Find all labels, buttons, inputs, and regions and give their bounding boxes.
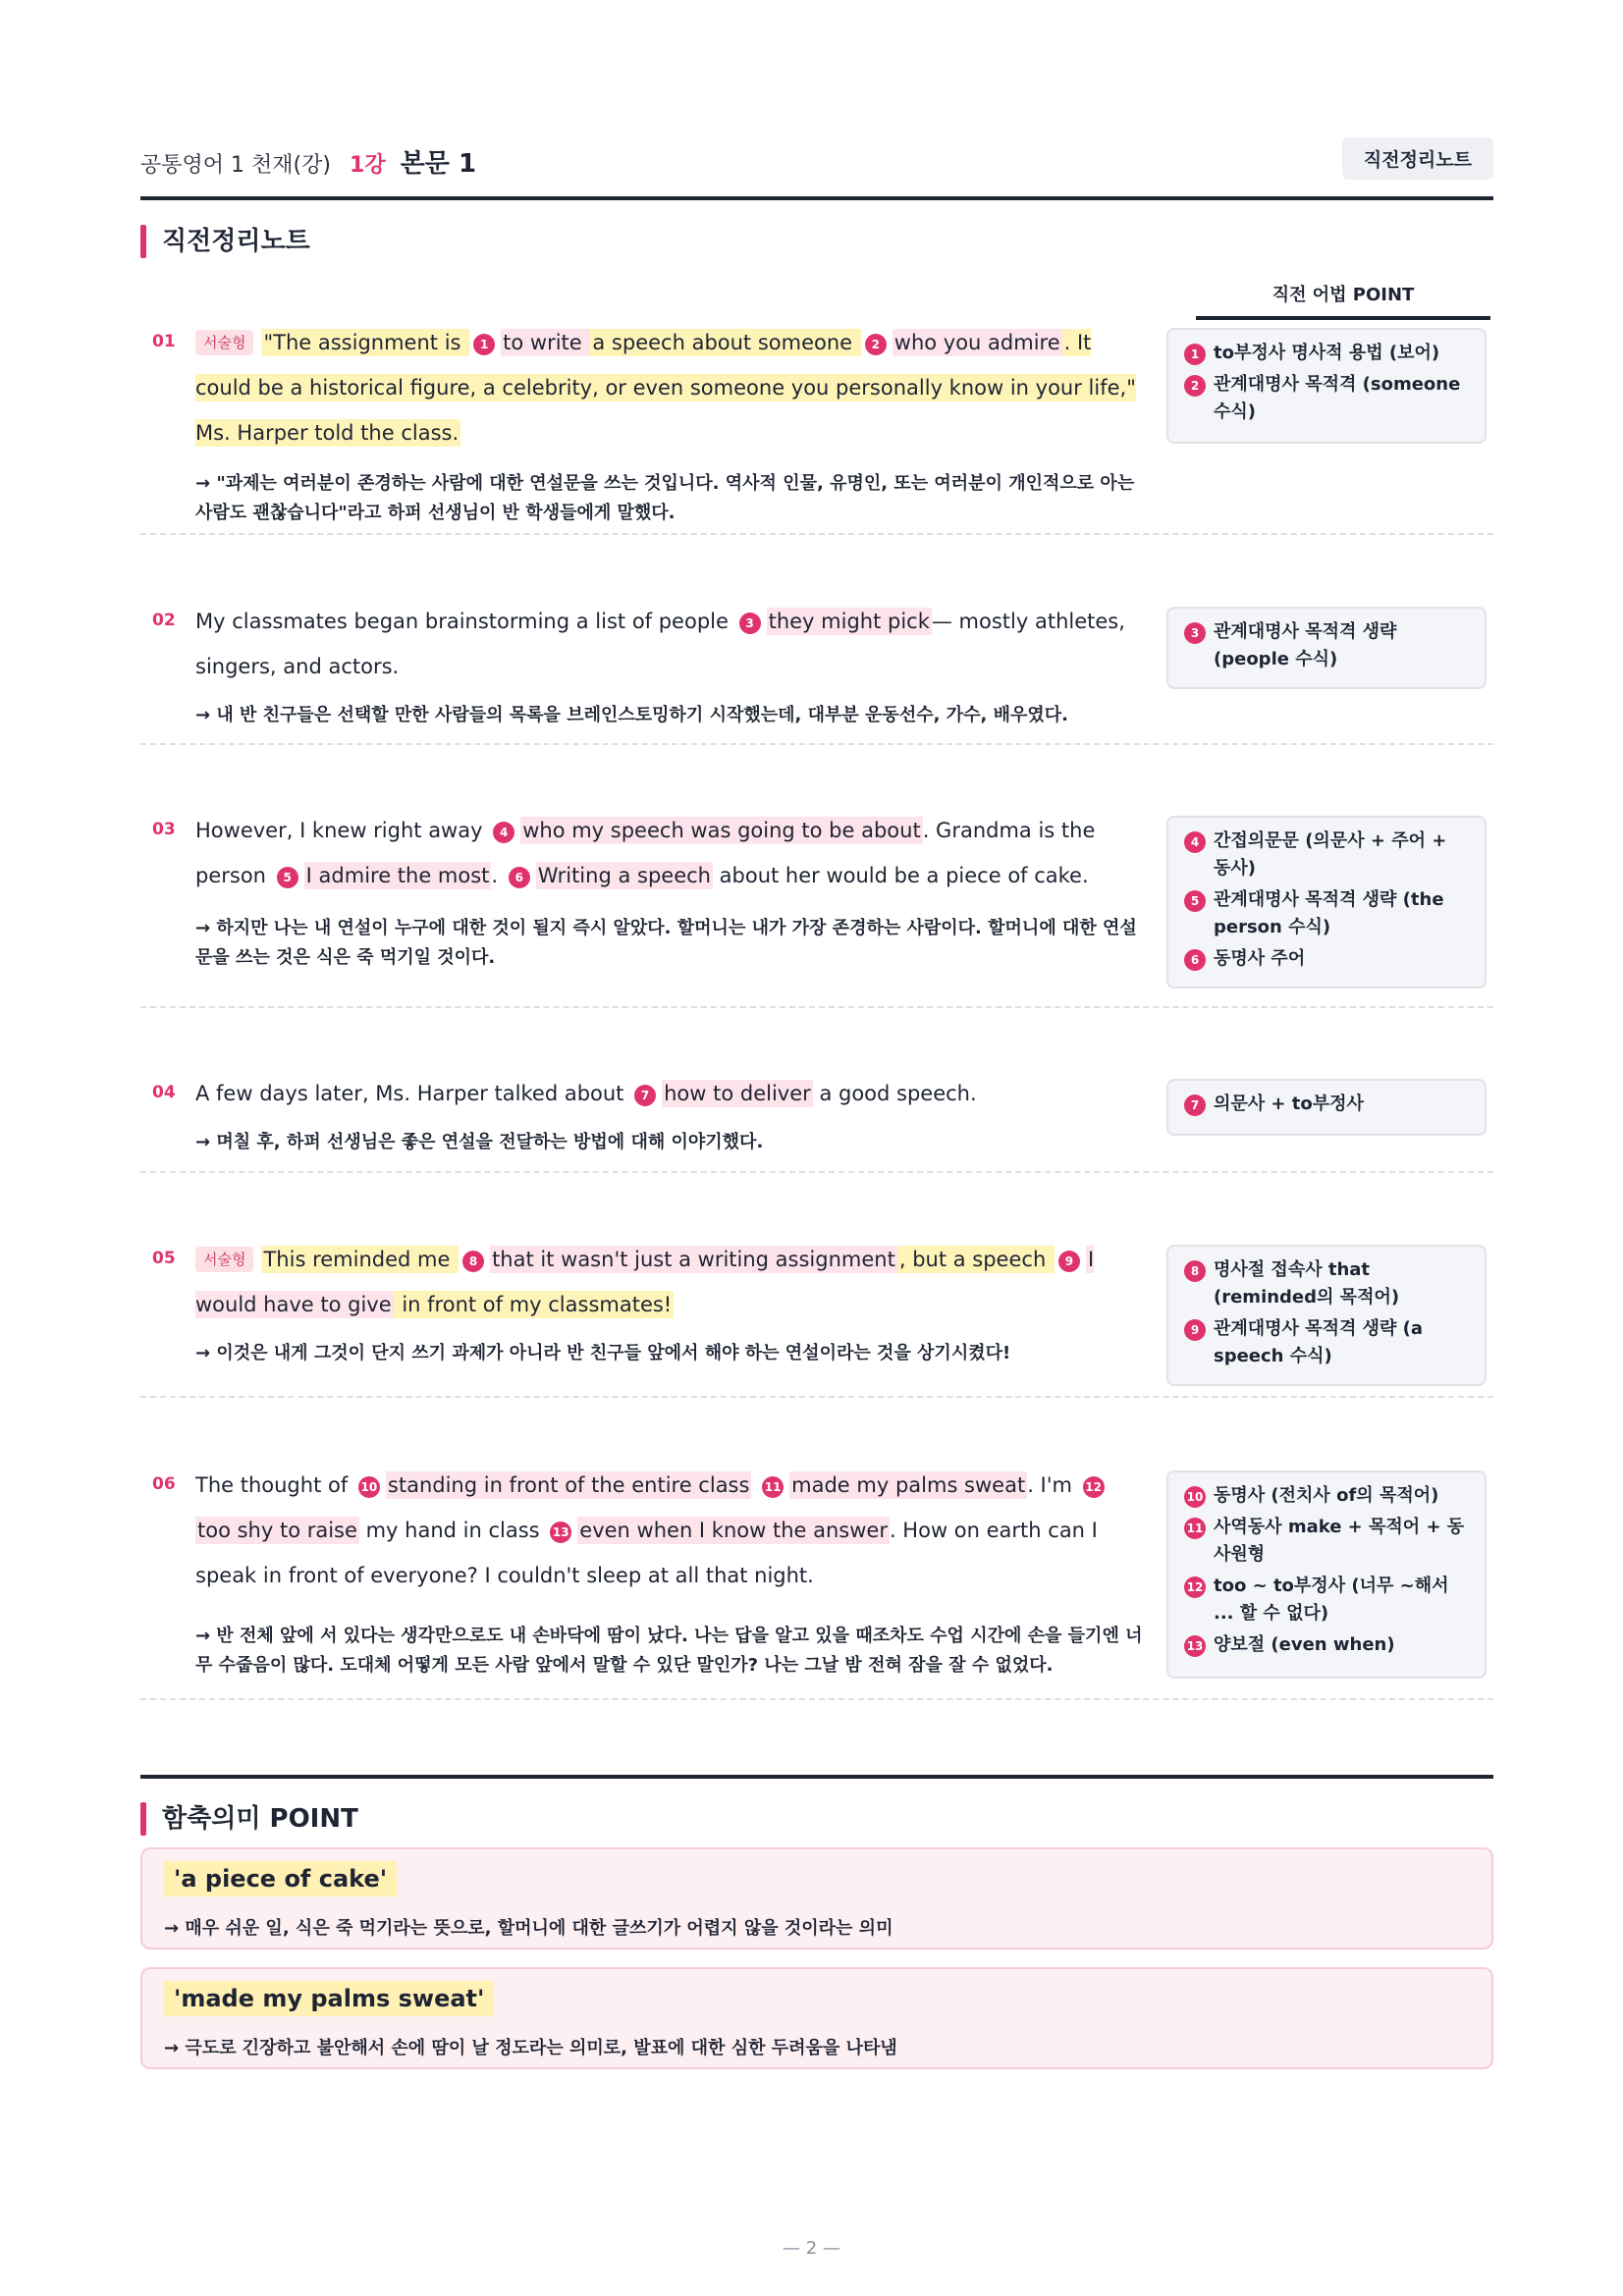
- sentence-text: . Grandma is the person: [195, 819, 1096, 887]
- grammar-point-item: [1184, 1256, 1469, 1311]
- english-sentence: [195, 1237, 1138, 1327]
- implication-title: 함축의미 POINT: [140, 1802, 358, 1836]
- implication-meaning: → 매우 쉬운 일, 식은 죽 먹기라는 뜻으로, 할머니에 대한 글쓰기가 어렵지 않을 것이라는 의미: [164, 1918, 893, 1939]
- row-number: 02: [152, 611, 176, 630]
- english-sentence: [195, 599, 1138, 689]
- row-number: 04: [152, 1083, 176, 1102]
- sentence-text: . How on earth can I speak in front of everyone? I couldn't sleep at all that night.: [195, 1519, 1098, 1587]
- grammar-marker: 9: [1184, 1319, 1206, 1341]
- grammar-point-text: 동명사 주어: [1214, 948, 1306, 969]
- row-number: 06: [152, 1474, 176, 1494]
- section-divider: [140, 1775, 1493, 1779]
- grammar-marker: 11: [762, 1476, 784, 1498]
- section-title: 직전정리노트: [140, 225, 310, 258]
- course-name: 공통영어 1 천재(강): [140, 153, 331, 178]
- highlighted-phrase: Writing a speech: [537, 864, 711, 887]
- korean-translation: → 내 반 친구들은 선택할 만한 사람들의 목록을 브레인스토밍하기 시작했는데, 대부분 운동선수, 가수, 배우였다.: [195, 705, 1068, 725]
- highlighted-phrase: even when I know the answer: [579, 1519, 888, 1542]
- grammar-point-item: [1184, 1091, 1469, 1118]
- grammar-point-item: [1184, 1514, 1469, 1569]
- sentence-text: my hand in class: [358, 1519, 547, 1542]
- grammar-point-item: [1184, 1573, 1469, 1628]
- grammar-point-item: [1184, 945, 1469, 973]
- row-number: 01: [152, 332, 176, 351]
- grammar-point-item: [1184, 1631, 1469, 1659]
- page-header: [140, 137, 1493, 200]
- grammar-point-text: 명사절 접속사 that (reminded의 목적어): [1214, 1259, 1400, 1308]
- row-number: 05: [152, 1249, 176, 1268]
- grammar-marker: 9: [1058, 1251, 1080, 1272]
- grammar-point-item: [1184, 371, 1469, 426]
- sentence-text: The thought of: [195, 1473, 354, 1497]
- korean-translation: → 이것은 내게 그것이 단지 쓰기 과제가 아니라 반 친구들 앞에서 해야 하는 연설이라는 것을 상기시켰다!: [195, 1343, 1011, 1363]
- korean-translation: → 하지만 나는 내 연설이 누구에 대한 것이 될지 즉시 알았다. 할머니는 내가 가장 존경하는 사람이다. 할머니에 대한 연설문을 쓰는 것은 식은 죽 먹기일 것이다.: [195, 918, 1137, 968]
- grammar-marker: 11: [1184, 1518, 1206, 1539]
- grammar-point-item: [1184, 1482, 1469, 1510]
- highlighted-phrase: they might pick: [768, 610, 930, 633]
- sentence-text: . I'm: [1027, 1473, 1079, 1497]
- grammar-point-item: [1184, 828, 1469, 882]
- question-type-tag: 서술형: [195, 330, 253, 355]
- highlighted-phrase: This reminded me: [263, 1248, 458, 1271]
- grammar-marker: 8: [462, 1251, 484, 1272]
- korean-translation: → "과제는 여러분이 존경하는 사람에 대한 연설문을 쓰는 것입니다. 역사적 인물, 유명인, 또는 여러분이 개인적으로 아는 사람도 괜찮습니다"라고 하퍼 선생님이 반 학생들에게 말했다.: [195, 473, 1135, 523]
- grammar-point-item: [1184, 618, 1469, 673]
- sentence-text: A few days later, Ms. Harper talked about: [195, 1082, 631, 1105]
- grammar-point-box: [1166, 328, 1487, 444]
- grammar-point-text: to부정사 명사적 용법 (보어): [1214, 343, 1440, 363]
- highlighted-phrase: that it wasn't just a writing assignment: [492, 1248, 895, 1271]
- highlighted-phrase: in front of my classmates!: [395, 1293, 673, 1316]
- grammar-marker: 2: [865, 334, 887, 355]
- grammar-point-text: 관계대명사 목적격 생략 (the person 수식): [1214, 889, 1444, 937]
- highlighted-phrase: how to deliver: [664, 1082, 811, 1105]
- sentence-text: a good speech.: [812, 1082, 977, 1105]
- implication-box-2: [140, 1967, 1493, 2069]
- sentence-row: [140, 611, 1493, 745]
- grammar-point-text: 간접의문문 (의문사 + 주어 + 동사): [1214, 830, 1447, 879]
- grammar-point-text: 관계대명사 목적격 생략 (a speech 수식): [1214, 1318, 1424, 1366]
- grammar-point-text: too ~ to부정사 (너무 ~해서 ... 할 수 없다): [1214, 1575, 1449, 1624]
- grammar-marker: 2: [1184, 375, 1206, 397]
- highlighted-phrase: I admire the most: [305, 864, 490, 887]
- point-column-title: 직전 어법 POINT: [1196, 281, 1490, 320]
- grammar-marker: 13: [1184, 1635, 1206, 1657]
- grammar-point-text: 관계대명사 목적격 생략 (people 수식): [1214, 621, 1397, 669]
- grammar-marker: 4: [493, 822, 514, 843]
- highlighted-phrase: who you admire: [893, 331, 1060, 354]
- sentence-row: [140, 1474, 1493, 1700]
- highlighted-phrase: who my speech was going to be about: [522, 819, 921, 842]
- sentence-row: [140, 332, 1493, 535]
- grammar-marker: 6: [1184, 949, 1206, 971]
- sentence-row: [140, 820, 1493, 1008]
- korean-translation: → 반 전체 앞에 서 있다는 생각만으로도 내 손바닥에 땀이 났다. 나는 답을 알고 있을 때조차도 수업 시간에 손을 들기엔 너무 수줍음이 많다. 도대체 어떻게 모든 사람 앞에서 말할 수 있단 말인가? 나는 그날 밤 전혀 잠을 잘 수 없었다.: [195, 1626, 1143, 1676]
- grammar-point-text: 동명사 (전치사 of의 목적어): [1214, 1485, 1439, 1506]
- sentence-text: My classmates began brainstorming a list of people: [195, 610, 735, 633]
- sentence-row: [140, 1249, 1493, 1398]
- grammar-marker: 6: [509, 867, 530, 888]
- grammar-point-box: [1166, 1079, 1487, 1136]
- grammar-marker: 1: [473, 334, 495, 355]
- english-sentence: [195, 1071, 1138, 1116]
- grammar-marker: 13: [550, 1522, 571, 1543]
- grammar-marker: 7: [1184, 1095, 1206, 1116]
- grammar-marker: 5: [277, 867, 298, 888]
- question-type-tag: 서술형: [195, 1247, 253, 1272]
- highlighted-phrase: "The assignment is: [263, 331, 468, 354]
- header-left: [140, 143, 476, 180]
- grammar-point-box: [1166, 607, 1487, 689]
- implication-box-1: [140, 1847, 1493, 1949]
- header-badge: 직전정리노트: [1342, 137, 1493, 180]
- english-sentence: [195, 320, 1138, 455]
- grammar-marker: 4: [1184, 831, 1206, 853]
- grammar-point-text: 의문사 + to부정사: [1214, 1094, 1364, 1114]
- grammar-marker: 12: [1083, 1476, 1105, 1498]
- highlighted-phrase: too shy to raise: [197, 1519, 357, 1542]
- sentence-text: However, I knew right away: [195, 819, 490, 842]
- sentence-text: — mostly athletes, singers, and actors.: [195, 610, 1125, 678]
- highlighted-phrase: a speech about someone: [592, 331, 859, 354]
- sentence-text: about her would be a piece of cake.: [712, 864, 1089, 887]
- grammar-marker: 8: [1184, 1260, 1206, 1282]
- grammar-marker: 1: [1184, 344, 1206, 365]
- sentence-text: .: [491, 864, 505, 887]
- korean-translation: → 며칠 후, 하퍼 선생님은 좋은 연설을 전달하는 방법에 대해 이야기했다.: [195, 1132, 764, 1152]
- grammar-marker: 12: [1184, 1576, 1206, 1598]
- english-sentence: [195, 808, 1138, 898]
- highlighted-phrase: . It could be a historical figure, a celebrity, or even someone you personally know in your life," Ms. Harper told the class.: [195, 331, 1136, 445]
- grammar-point-box: [1166, 1245, 1487, 1386]
- grammar-point-box: [1166, 816, 1487, 988]
- sentence-row: [140, 1083, 1493, 1173]
- grammar-marker: 10: [358, 1476, 380, 1498]
- highlighted-phrase: made my palms sweat: [791, 1473, 1026, 1497]
- sentence-text: [751, 1473, 758, 1497]
- grammar-point-text: 양보절 (even when): [1214, 1634, 1395, 1655]
- grammar-point-text: 사역동사 make + 목적어 + 동사원형: [1214, 1517, 1465, 1565]
- grammar-point-item: [1184, 886, 1469, 941]
- implication-phrase: 'made my palms sweat': [164, 1981, 494, 2016]
- highlighted-phrase: , but a speech: [898, 1248, 1053, 1271]
- english-sentence: [195, 1463, 1138, 1598]
- row-number: 03: [152, 820, 176, 839]
- grammar-point-text: 관계대명사 목적격 (someone 수식): [1214, 374, 1461, 422]
- lesson-number: 1강: [350, 153, 386, 178]
- header-title: 본문 1: [400, 149, 477, 179]
- highlighted-phrase: to write: [503, 331, 589, 354]
- page-number: — 2 —: [783, 2238, 840, 2259]
- implication-phrase: 'a piece of cake': [164, 1861, 397, 1896]
- grammar-marker: 10: [1184, 1486, 1206, 1508]
- grammar-point-item: [1184, 1315, 1469, 1370]
- highlighted-phrase: I would have to give: [195, 1248, 1095, 1316]
- highlighted-phrase: standing in front of the entire class: [387, 1473, 750, 1497]
- grammar-marker: 5: [1184, 890, 1206, 912]
- grammar-marker: 7: [634, 1085, 656, 1106]
- grammar-point-item: [1184, 340, 1469, 367]
- grammar-point-box: [1166, 1470, 1487, 1679]
- implication-meaning: → 극도로 긴장하고 불안해서 손에 땀이 날 정도라는 의미로, 발표에 대한 심한 두려움을 나타냄: [164, 2038, 897, 2058]
- grammar-marker: 3: [1184, 622, 1206, 644]
- grammar-marker: 3: [739, 613, 761, 634]
